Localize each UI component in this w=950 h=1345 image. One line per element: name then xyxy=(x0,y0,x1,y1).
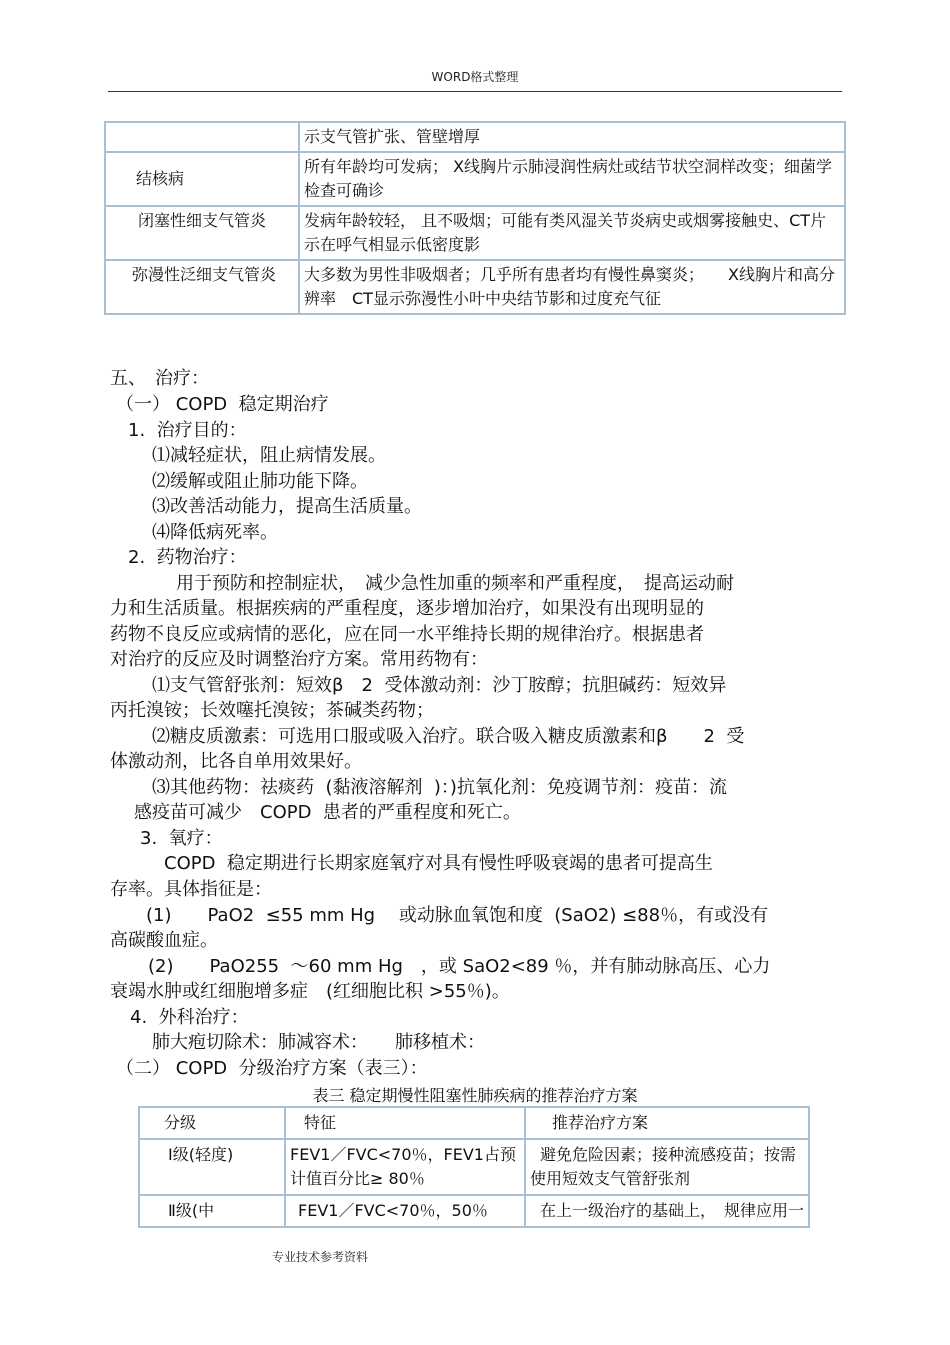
paragraph-line: ⑵糖皮质激素：可选用口服或吸入治疗。联合吸入糖皮质激素和β 2 受 xyxy=(152,726,745,747)
page-footer: 专业技术参考资料 xyxy=(272,1250,369,1264)
column-header: 特征 xyxy=(285,1107,525,1139)
list-item: ⑴减轻症状，阻止病情发展。 xyxy=(152,445,386,466)
paragraph-line: (2) PaO255 ～60 mm Hg ，或 SaO2<89 ％，并有肺动脉高压、心力 xyxy=(148,956,771,977)
paragraph-line: 高碳酸血症。 xyxy=(110,930,218,951)
table-caption: 表三 稳定期慢性阻塞性肺疾病的推荐治疗方案 xyxy=(312,1086,638,1105)
paragraph-line: 对治疗的反应及时调整治疗方案。常用药物有： xyxy=(110,649,488,670)
paragraph-line: (1) PaO2 ≤55 mm Hg 或动脉血氧饱和度 (SaO2) ≤88％，有或没有 xyxy=(146,905,769,926)
item-heading: 1. 治疗目的： xyxy=(128,420,247,441)
grade-cell: Ⅰ级(轻度) xyxy=(139,1139,285,1195)
table-header-row xyxy=(139,1107,809,1139)
paragraph-line: ⑶其他药物：祛痰药 (黏液溶解剂 )：)抗氧化剂：免疫调节剂：疫苗：流 xyxy=(152,777,727,798)
item-heading: 2. 药物治疗： xyxy=(128,547,247,568)
plan-cell: 避免危险因素；接种流感疫苗；按需使用短效支气管舒张剂 xyxy=(525,1139,809,1195)
table-row xyxy=(105,260,845,314)
list-item: ⑷降低病死率。 xyxy=(152,522,278,543)
paragraph-line: 衰竭水肿或红细胞增多症 (红细胞比积 >55％)。 xyxy=(110,981,510,1002)
paragraph-line: 丙托溴铵；长效噻托溴铵；茶碱类药物； xyxy=(110,700,434,721)
disease-name-cell: 闭塞性细支气管炎 xyxy=(105,206,299,260)
disease-desc-cell: 示支气管扩张、管壁增厚 xyxy=(299,122,845,152)
feature-cell: FEV1／FVC<70％，50％ xyxy=(285,1195,525,1227)
paragraph-line: ⑴支气管舒张剂：短效β 2 受体激动剂：沙丁胺醇；抗胆碱药：短效异 xyxy=(152,675,727,696)
list-item: ⑶改善活动能力，提高生活质量。 xyxy=(152,496,422,517)
paragraph-line: 药物不良反应或病情的恶化，应在同一水平维持长期的规律治疗。根据患者 xyxy=(110,624,704,645)
column-header: 分级 xyxy=(139,1107,285,1139)
subsection-heading: （二） COPD 分级治疗方案（表三）： xyxy=(116,1058,428,1079)
table-row xyxy=(139,1195,809,1227)
paragraph-line: COPD 稳定期进行长期家庭氧疗对具有慢性呼吸衰竭的患者可提高生 xyxy=(164,853,713,874)
table-row xyxy=(105,206,845,260)
paragraph-line: 感疫苗可减少 COPD 患者的严重程度和死亡。 xyxy=(134,802,521,823)
header-rule xyxy=(108,91,842,92)
column-header: 推荐治疗方案 xyxy=(525,1107,809,1139)
paragraph-line: 用于预防和控制症状， 减少急性加重的频率和严重程度， 提高运动耐 xyxy=(176,573,734,594)
page-header: WORD格式整理 xyxy=(431,70,519,84)
table-row xyxy=(139,1139,809,1195)
subsection-heading: （一） COPD 稳定期治疗 xyxy=(116,394,329,415)
paragraph-line: 存率。具体指征是： xyxy=(110,879,272,900)
disease-desc-cell: 大多数为男性非吸烟者；几乎所有患者均有慢性鼻窦炎； X线胸片和高分辨率 CT显示弥漫性小叶中央结节影和过度充气征 xyxy=(299,260,845,314)
disease-desc-cell: 发病年龄较轻， 且不吸烟；可能有类风湿关节炎病史或烟雾接触史、CT片示在呼气相显示低密度影 xyxy=(299,206,845,260)
paragraph-line: 肺大疱切除术：肺减容术： 肺移植术： xyxy=(152,1032,485,1053)
differential-diagnosis-table xyxy=(104,121,846,315)
section-heading: 五、 治疗： xyxy=(110,368,209,389)
table-row xyxy=(105,152,845,206)
list-item: ⑵缓解或阻止肺功能下降。 xyxy=(152,471,368,492)
disease-name-cell: 弥漫性泛细支气管炎 xyxy=(105,260,299,314)
plan-cell: 在上一级治疗的基础上， 规律应用一 xyxy=(525,1195,809,1227)
disease-desc-cell: 所有年龄均可发病； X线胸片示肺浸润性病灶或结节状空洞样改变；细菌学检查可确诊 xyxy=(299,152,845,206)
grade-cell: Ⅱ级(中 xyxy=(139,1195,285,1227)
treatment-plan-table xyxy=(138,1106,810,1228)
item-heading: 4. 外科治疗： xyxy=(130,1007,249,1028)
disease-name-cell: 结核病 xyxy=(105,152,299,206)
feature-cell: FEV1／FVC<70％，FEV1占预计值百分比≥ 80％ xyxy=(285,1139,525,1195)
paragraph-line: 力和生活质量。根据疾病的严重程度，逐步增加治疗，如果没有出现明显的 xyxy=(110,598,704,619)
paragraph-line: 体激动剂，比各自单用效果好。 xyxy=(110,751,362,772)
item-heading: 3. 氧疗： xyxy=(140,828,223,849)
table-row xyxy=(105,122,845,152)
disease-name-cell xyxy=(105,122,299,152)
